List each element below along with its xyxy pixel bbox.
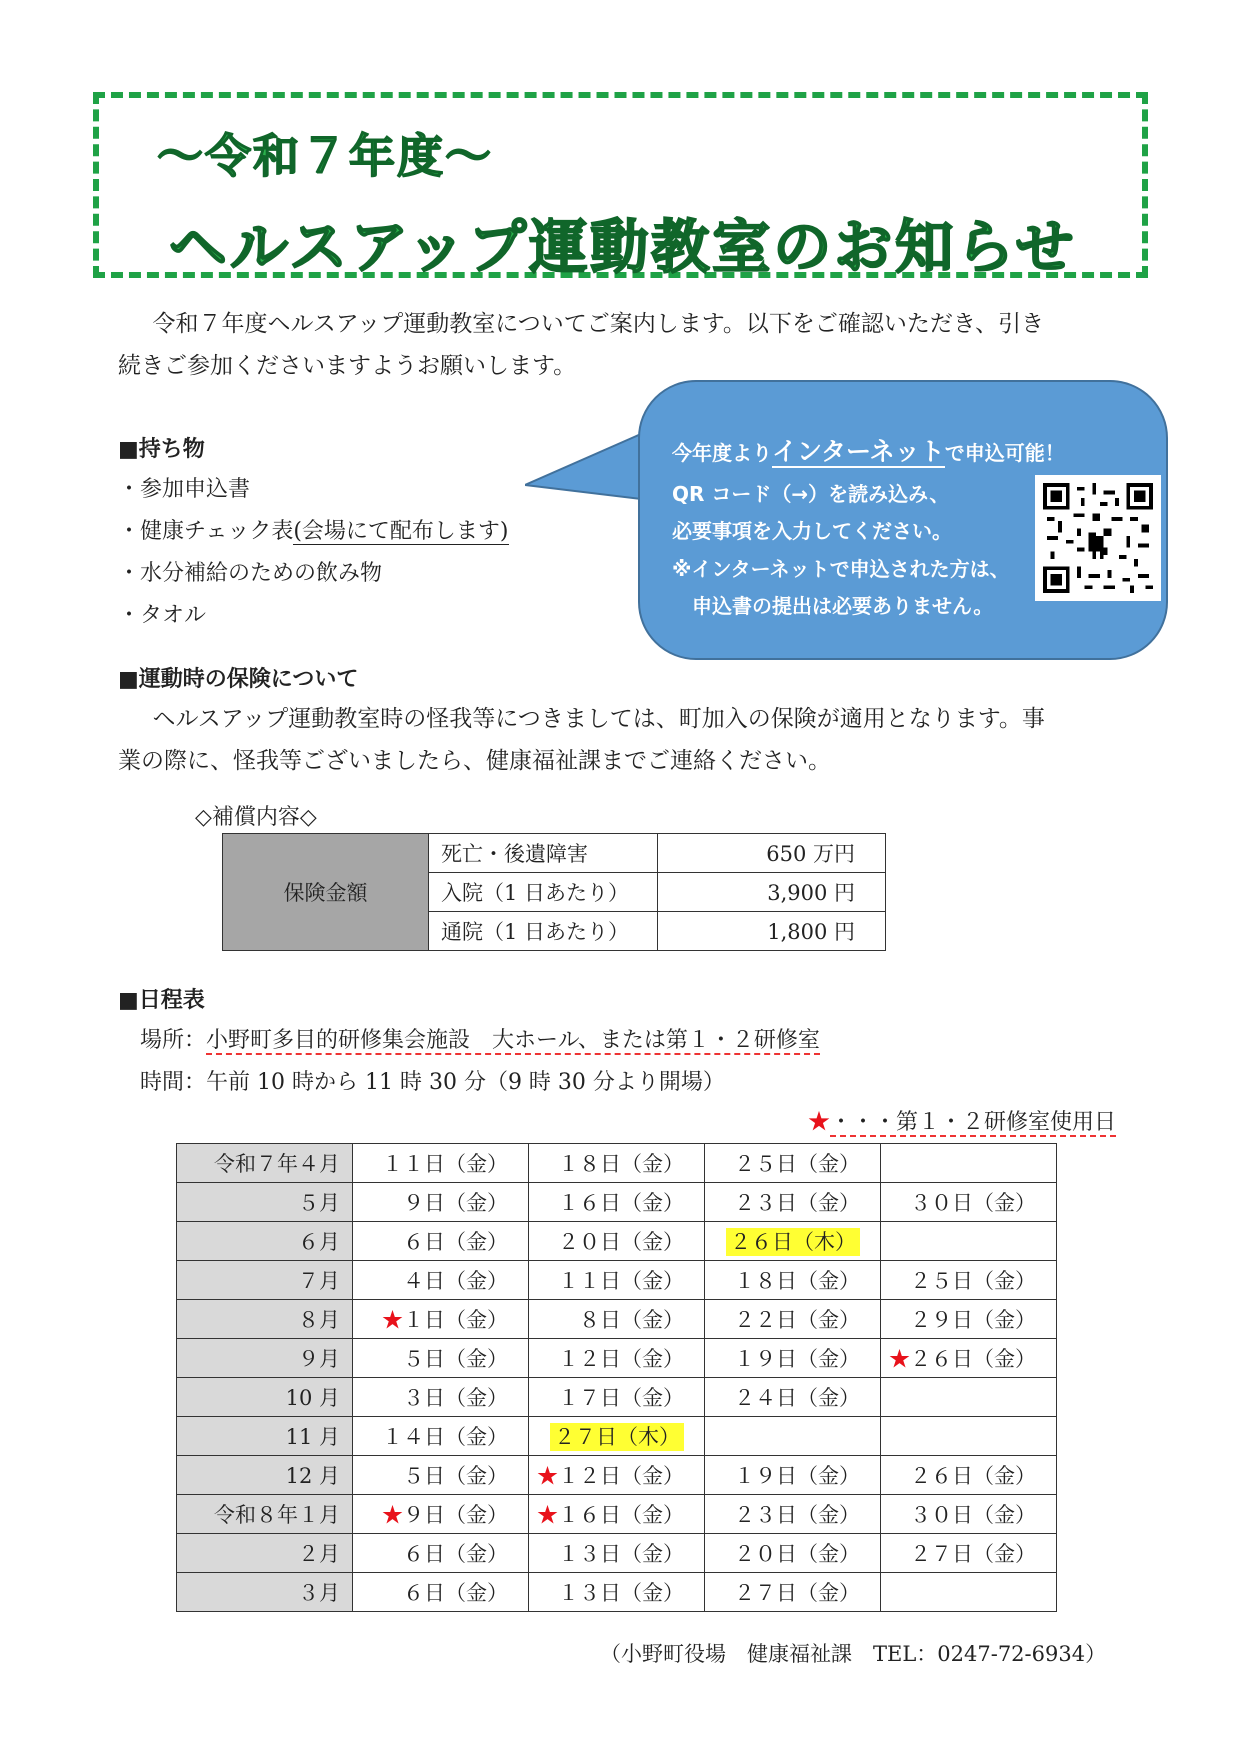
date-cell: ２４日（金） bbox=[705, 1378, 881, 1417]
date-cell bbox=[529, 1495, 705, 1534]
date-cell: ２５日（金） bbox=[705, 1144, 881, 1183]
month-cell: 令和７年４月 bbox=[177, 1144, 353, 1183]
bubble-text: で申込可能！ bbox=[944, 441, 1065, 465]
month-cell: 令和８年１月 bbox=[177, 1495, 353, 1534]
table-row bbox=[177, 1222, 1057, 1261]
place-label: 場所： bbox=[140, 1028, 207, 1053]
belonging-item-note: (会場にて配布します) bbox=[293, 519, 509, 544]
date-cell bbox=[881, 1222, 1057, 1261]
date-cell: ２３日（金） bbox=[705, 1495, 881, 1534]
insurance-label: 入院（1 日あたり） bbox=[429, 873, 658, 912]
bubble-emphasis: インターネット bbox=[772, 437, 945, 466]
month-cell: 12 月 bbox=[177, 1456, 353, 1495]
schedule-place bbox=[140, 1023, 820, 1054]
insurance-line-1: ヘルスアップ運動教室時の怪我等につきましては、町加入の保険が適用となります。事 bbox=[152, 706, 1045, 732]
date-text: ２６日（金） bbox=[910, 1347, 1036, 1371]
date-cell: ２５日（金） bbox=[881, 1261, 1057, 1300]
table-row bbox=[223, 834, 886, 873]
insurance-amount: 1,800 円 bbox=[658, 912, 886, 951]
compensation-subheading: ◇補償内容◇ bbox=[195, 805, 317, 830]
date-cell: ９日（金） bbox=[353, 1183, 529, 1222]
date-cell bbox=[529, 1456, 705, 1495]
bubble-line-5: 申込書の提出は必要ありません。 bbox=[692, 594, 994, 618]
date-cell: １９日（金） bbox=[705, 1339, 881, 1378]
date-cell bbox=[881, 1144, 1057, 1183]
table-row bbox=[177, 1339, 1057, 1378]
date-cell: １２日（金） bbox=[529, 1339, 705, 1378]
date-cell: ３０日（金） bbox=[881, 1183, 1057, 1222]
schedule-heading: ■日程表 bbox=[118, 988, 205, 1013]
date-cell: １１日（金） bbox=[529, 1261, 705, 1300]
date-text: １日（金） bbox=[403, 1308, 508, 1332]
date-cell: １３日（金） bbox=[529, 1573, 705, 1612]
date-cell: ２３日（金） bbox=[705, 1183, 881, 1222]
belonging-item-label: ・健康チェック表 bbox=[118, 519, 294, 544]
page-title: ヘルスアップ運動教室のお知らせ bbox=[169, 213, 1077, 281]
table-row bbox=[177, 1183, 1057, 1222]
date-cell: ２９日（金） bbox=[881, 1300, 1057, 1339]
contact-footer: （小野町役場 健康福祉課 TEL：0247-72-6934） bbox=[600, 1642, 1107, 1666]
date-text: ９日（金） bbox=[403, 1503, 508, 1527]
legend-text: ・・・第１・２研修室使用日 bbox=[830, 1110, 1117, 1135]
belonging-item: ・水分補給のための飲み物 bbox=[118, 561, 383, 586]
table-row bbox=[177, 1456, 1057, 1495]
title-subtitle: ～令和７年度～ bbox=[157, 129, 493, 183]
insurance-table bbox=[222, 833, 886, 951]
table-row bbox=[177, 1534, 1057, 1573]
date-text: １６日（金） bbox=[558, 1503, 684, 1527]
place-value: 小野町多目的研修集会施設 大ホール、または第１・２研修室 bbox=[206, 1028, 820, 1053]
date-cell: １８日（金） bbox=[705, 1261, 881, 1300]
month-cell: ３月 bbox=[177, 1573, 353, 1612]
date-cell: １９日（金） bbox=[705, 1456, 881, 1495]
bubble-line-1 bbox=[672, 432, 1065, 468]
date-cell bbox=[353, 1495, 529, 1534]
belonging-item: ・タオル bbox=[118, 603, 207, 628]
month-cell: ９月 bbox=[177, 1339, 353, 1378]
month-cell: 11 月 bbox=[177, 1417, 353, 1456]
date-cell: ５日（金） bbox=[353, 1339, 529, 1378]
bubble-text: 今年度より bbox=[672, 441, 772, 465]
month-cell: ６月 bbox=[177, 1222, 353, 1261]
star-icon: ★ bbox=[382, 1503, 403, 1527]
table-row bbox=[177, 1300, 1057, 1339]
table-row bbox=[177, 1378, 1057, 1417]
month-cell: ８月 bbox=[177, 1300, 353, 1339]
star-icon: ★ bbox=[537, 1464, 558, 1488]
date-cell: ５日（金） bbox=[353, 1456, 529, 1495]
month-cell: 10 月 bbox=[177, 1378, 353, 1417]
star-icon: ★ bbox=[889, 1347, 910, 1371]
insurance-line-2: 業の際に、怪我等ございましたら、健康福祉課までご連絡ください。 bbox=[118, 748, 831, 774]
star-icon: ★ bbox=[808, 1110, 831, 1135]
date-cell: ４日（金） bbox=[353, 1261, 529, 1300]
month-cell: ７月 bbox=[177, 1261, 353, 1300]
belonging-item bbox=[118, 514, 509, 545]
date-cell: ２７日（金） bbox=[881, 1534, 1057, 1573]
belongings-heading: ■持ち物 bbox=[118, 437, 205, 462]
intro-line-1: 令和７年度ヘルスアップ運動教室についてご案内します。以下をご確認いただき、引き bbox=[152, 311, 1044, 337]
star-icon: ★ bbox=[382, 1308, 403, 1332]
date-cell bbox=[705, 1417, 881, 1456]
date-cell bbox=[529, 1417, 705, 1456]
table-row bbox=[177, 1495, 1057, 1534]
belonging-item: ・参加申込書 bbox=[118, 477, 251, 502]
date-cell: ６日（金） bbox=[353, 1573, 529, 1612]
date-cell bbox=[705, 1222, 881, 1261]
schedule-legend bbox=[808, 1105, 1116, 1136]
bubble-line-4: ※インターネットで申込された方は、 bbox=[672, 557, 1010, 581]
date-cell: １７日（金） bbox=[529, 1378, 705, 1417]
date-cell: ６日（金） bbox=[353, 1222, 529, 1261]
bubble-line-3: 必要事項を入力してください。 bbox=[672, 519, 952, 543]
insurance-heading: ■運動時の保険について bbox=[118, 667, 359, 692]
date-cell bbox=[353, 1300, 529, 1339]
date-cell bbox=[881, 1417, 1057, 1456]
table-row bbox=[177, 1417, 1057, 1456]
date-cell: １３日（金） bbox=[529, 1534, 705, 1573]
table-row bbox=[177, 1144, 1057, 1183]
date-cell: ２０日（金） bbox=[705, 1534, 881, 1573]
month-cell: ５月 bbox=[177, 1183, 353, 1222]
date-cell: ６日（金） bbox=[353, 1534, 529, 1573]
qr-code-icon[interactable] bbox=[1035, 475, 1161, 601]
date-cell: １８日（金） bbox=[529, 1144, 705, 1183]
date-cell: ２７日（金） bbox=[705, 1573, 881, 1612]
date-cell: １６日（金） bbox=[529, 1183, 705, 1222]
highlighted-date: ２６日（木） bbox=[726, 1228, 860, 1256]
date-text: １２日（金） bbox=[558, 1464, 684, 1488]
bubble-line-2: QR コード（→）を読み込み、 bbox=[672, 482, 950, 506]
date-cell: １１日（金） bbox=[353, 1144, 529, 1183]
insurance-label: 死亡・後遺障害 bbox=[429, 834, 658, 873]
insurance-header-cell: 保険金額 bbox=[223, 834, 429, 951]
table-row bbox=[177, 1573, 1057, 1612]
date-cell: ２６日（金） bbox=[881, 1456, 1057, 1495]
date-cell: ３０日（金） bbox=[881, 1495, 1057, 1534]
month-cell: ２月 bbox=[177, 1534, 353, 1573]
insurance-amount: 650 万円 bbox=[658, 834, 886, 873]
intro-line-2: 続きご参加くださいますようお願いします。 bbox=[118, 353, 577, 379]
date-cell: １４日（金） bbox=[353, 1417, 529, 1456]
star-icon: ★ bbox=[537, 1503, 558, 1527]
table-row bbox=[177, 1261, 1057, 1300]
schedule-table bbox=[176, 1143, 1057, 1612]
date-cell: ２２日（金） bbox=[705, 1300, 881, 1339]
highlighted-date: ２７日（木） bbox=[550, 1423, 684, 1451]
title-box bbox=[93, 92, 1148, 281]
insurance-label: 通院（1 日あたり） bbox=[429, 912, 658, 951]
schedule-time: 時間：午前 10 時から 11 時 30 分（9 時 30 分より開場） bbox=[140, 1070, 725, 1095]
date-cell bbox=[881, 1573, 1057, 1612]
insurance-amount: 3,900 円 bbox=[658, 873, 886, 912]
date-cell: ８日（金） bbox=[529, 1300, 705, 1339]
date-cell bbox=[881, 1378, 1057, 1417]
date-cell: ２０日（金） bbox=[529, 1222, 705, 1261]
date-cell: ３日（金） bbox=[353, 1378, 529, 1417]
date-cell bbox=[881, 1339, 1057, 1378]
